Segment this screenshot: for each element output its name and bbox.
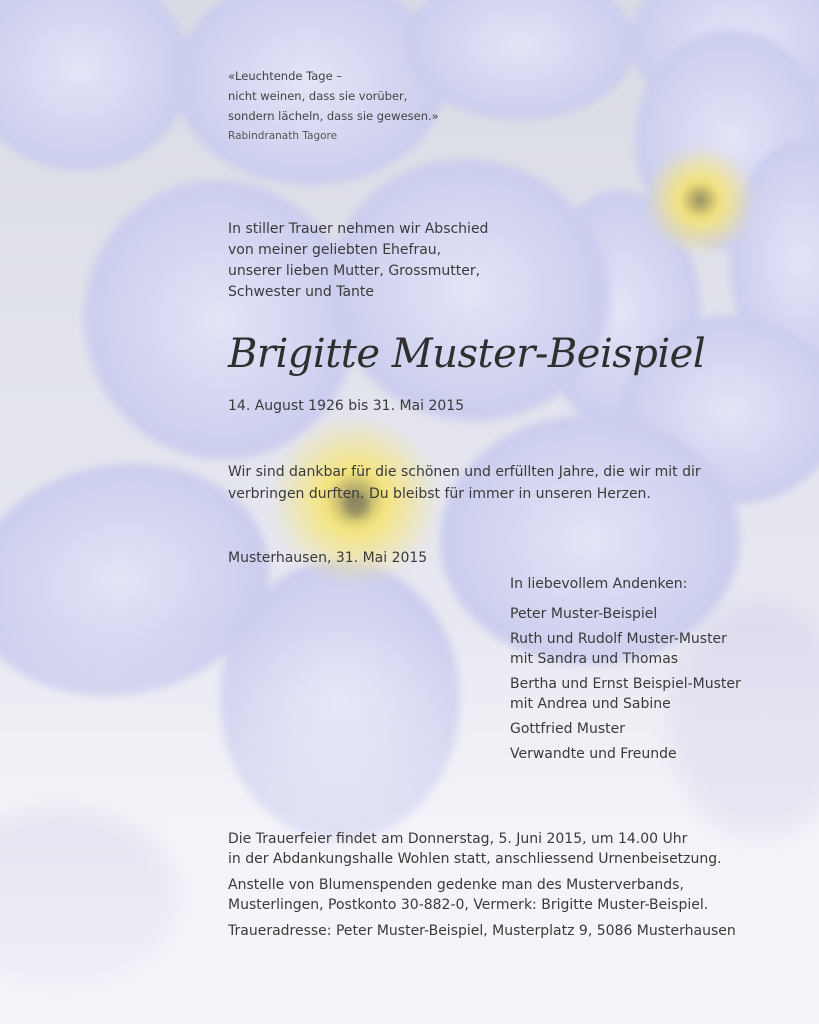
donation-line: Musterlingen, Postkonto 30-882-0, Vermerk: Brigitte Muster-Beispiel. (228, 897, 709, 913)
mourner-line: Peter Muster-Beispiel (510, 606, 658, 622)
deceased-name: Brigitte Muster-Beispiel (228, 331, 706, 377)
mourner-entry (510, 719, 800, 739)
service-info (228, 829, 788, 947)
mourner-entry (510, 674, 800, 714)
mourner-line: Bertha und Ernst Beispiel-Muster (510, 676, 741, 692)
mourner-line: Ruth und Rudolf Muster-Muster (510, 631, 727, 647)
mourner-line: Gottfried Muster (510, 721, 626, 737)
address-line: Traueradresse: Peter Muster-Beispiel, Musterplatz 9, 5086 Musterhausen (228, 923, 736, 939)
mourner-entry (510, 744, 800, 764)
intro-line: Schwester und Tante (228, 284, 374, 300)
thanks-text (228, 461, 748, 505)
mourners-heading: In liebevollem Andenken: (510, 576, 688, 592)
ceremony-line: Die Trauerfeier findet am Donnerstag, 5. Juni 2015, um 14.00 Uhr (228, 831, 688, 847)
quote-line: sondern lächeln, dass sie gewesen.» (228, 109, 439, 123)
mourner-entry (510, 604, 800, 624)
quote-author: Rabindranath Tagore (228, 130, 338, 142)
intro-line: unserer lieben Mutter, Grossmutter, (228, 263, 481, 279)
mourners-list (510, 574, 800, 769)
donation-line: Anstelle von Blumenspenden gedenke man des Musterverbands, (228, 877, 684, 893)
quote-block (228, 66, 439, 146)
life-dates: 14. August 1926 bis 31. Mai 2015 (228, 398, 465, 414)
intro-text (228, 219, 488, 303)
mourner-entry (510, 629, 800, 669)
thanks-line: Wir sind dankbar für die schönen und erfüllten Jahre, die wir mit dir (228, 464, 701, 480)
intro-line: In stiller Trauer nehmen wir Abschied (228, 221, 489, 237)
mourner-line: Verwandte und Freunde (510, 746, 677, 762)
donation-paragraph (228, 875, 788, 915)
quote-line: nicht weinen, dass sie vorüber, (228, 89, 408, 103)
address-paragraph (228, 921, 788, 941)
ceremony-paragraph (228, 829, 788, 869)
quote-line: «Leuchtende Tage – (228, 69, 343, 83)
thanks-line: verbringen durften. Du bleibst für immer in unseren Herzen. (228, 486, 651, 502)
place-date: Musterhausen, 31. Mai 2015 (228, 550, 428, 566)
ceremony-line: in der Abdankungshalle Wohlen statt, anschliessend Urnenbeisetzung. (228, 851, 722, 867)
mourner-line: mit Andrea und Sabine (510, 696, 671, 712)
mourner-line: mit Sandra und Thomas (510, 651, 679, 667)
intro-line: von meiner geliebten Ehefrau, (228, 242, 442, 258)
